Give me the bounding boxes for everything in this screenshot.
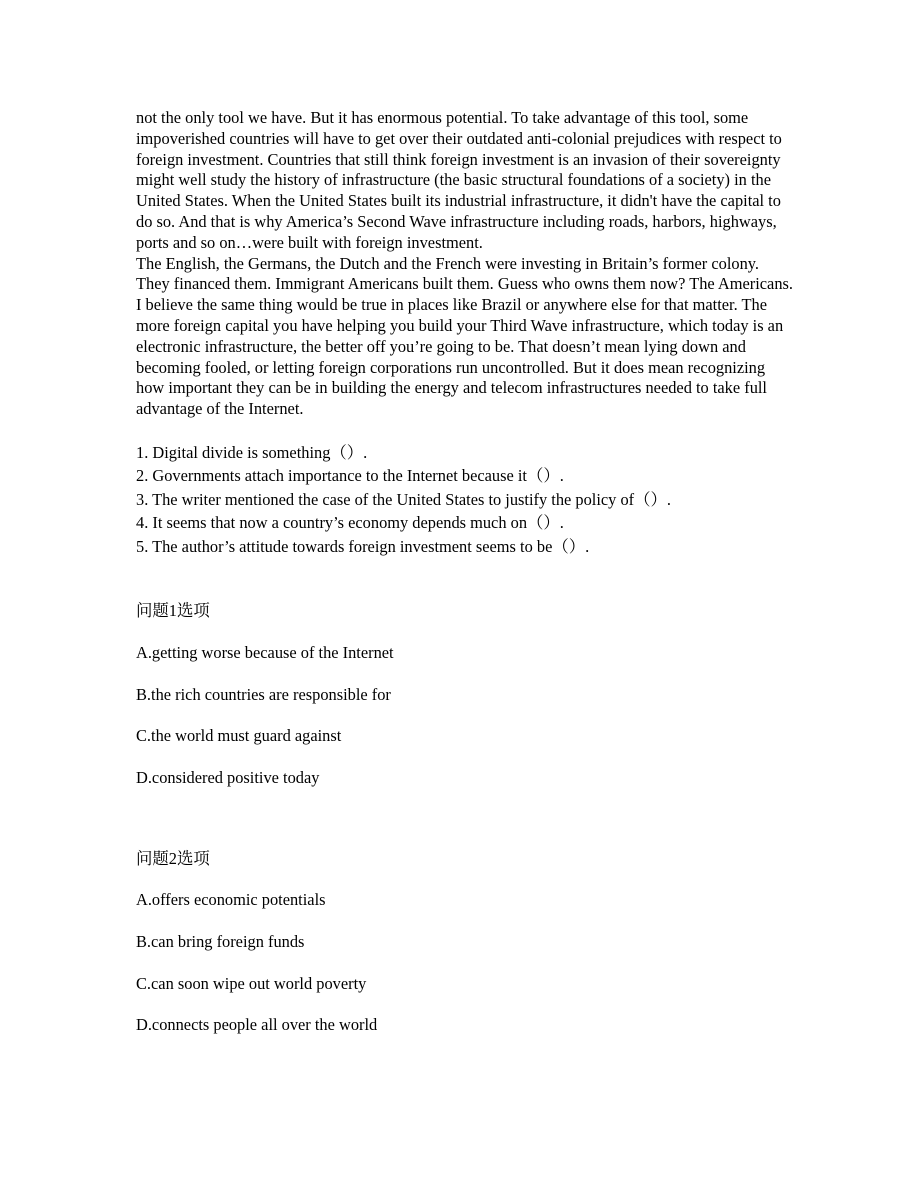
passage-paragraph: not the only tool we have. But it has enormous potential. To take advantage of this tool, some impoverished countries will have to get over their outdated anti-colonial prejudices with respect to foreign investment. Countries that still think foreign investment is an invasion of their sovereignty might well study the history of infrastructure (the basic structural foundations of a society) in the United States. When the United States built its industrial infrastructure, it didn't have the capital to do so. And that is why America’s Second Wave infrastructure including roads, harbors, highways, ports and so on…were built with foreign investment. (136, 108, 782, 252)
option-group-title: 问题2选项 (136, 848, 210, 868)
option-item: A.offers economic potentials (136, 890, 326, 910)
option-item: B.can bring foreign funds (136, 932, 305, 952)
document-page (136, 108, 796, 1035)
question-1-options (136, 601, 796, 787)
question-list (136, 441, 796, 559)
option-item: C.can soon wipe out world poverty (136, 973, 367, 993)
option-item: C.the world must guard against (136, 726, 342, 746)
option-item: D.considered positive today (136, 767, 320, 787)
reading-passage (136, 108, 796, 420)
question-item: 1. Digital divide is something（）. (136, 442, 368, 462)
passage-paragraph: The English, the Germans, the Dutch and the French were investing in Britain’s former colony. They financed them. Immigrant Americans built them. Guess who owns them now? The Americans. I believe the same thing would be true in places like Brazil or anywhere else for that matter. The more foreign capital you have helping you build your Third Wave infrastructure, which today is an electronic infrastructure, the better off you’re going to be. That doesn’t mean lying down and becoming fooled, or letting foreign corporations run uncontrolled. But it does mean recognizing how important they can be in building the energy and telecom infrastructures needed to take full advantage of the Internet. (136, 253, 793, 419)
option-item: B.the rich countries are responsible for (136, 684, 391, 704)
question-item: 3. The writer mentioned the case of the United States to justify the policy of（）. (136, 489, 672, 509)
question-item: 2. Governments attach importance to the Internet because it（）. (136, 466, 564, 486)
question-item: 5. The author’s attitude towards foreign investment seems to be（）. (136, 536, 590, 556)
option-item: A.getting worse because of the Internet (136, 643, 394, 663)
option-group-title: 问题1选项 (136, 601, 210, 621)
question-2-options (136, 849, 796, 1035)
question-item: 4. It seems that now a country’s economy depends much on（）. (136, 513, 564, 533)
option-item: D.connects people all over the world (136, 1015, 378, 1035)
